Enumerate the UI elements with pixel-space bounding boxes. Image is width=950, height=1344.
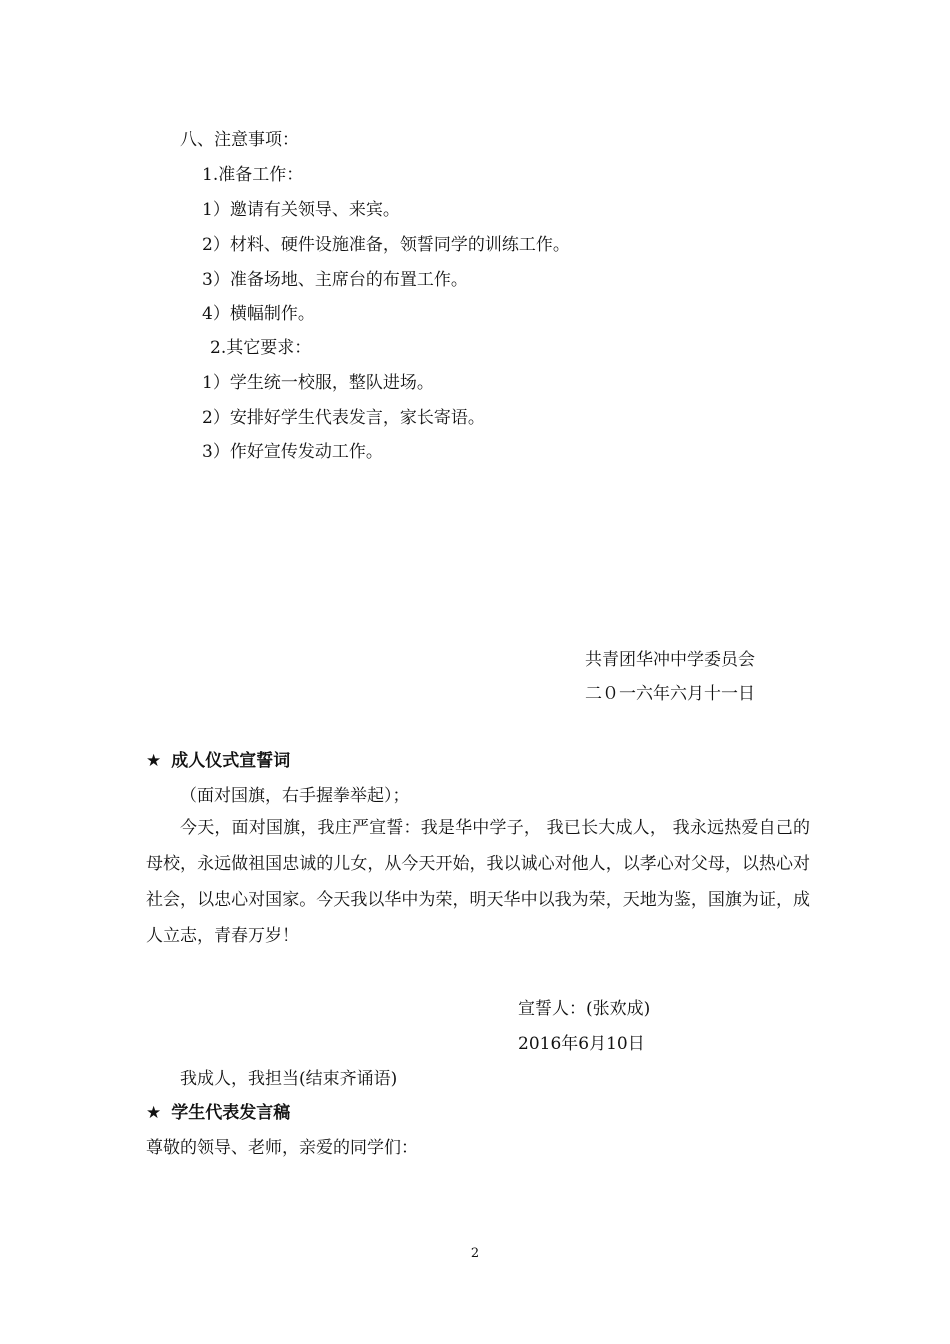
oath-date: 2016年6月10日	[518, 1034, 645, 1054]
page-number: 2	[470, 1246, 480, 1261]
oath-signer: 宣誓人：(张欢成)	[518, 999, 651, 1019]
speech-greeting: 尊敬的领导、老师，亲爱的同学们：	[146, 1138, 418, 1158]
oath-heading	[146, 749, 290, 773]
list-item: 2）安排好学生代表发言，家长寄语。	[202, 408, 485, 428]
list-item: 4）横幅制作。	[202, 304, 315, 324]
oath-instruction: （面对国旗，右手握拳举起）；	[180, 786, 410, 806]
speech-heading	[146, 1101, 290, 1125]
list-item: 1）邀请有关领导、来宾。	[202, 200, 400, 220]
signature-date: 二０一六年六月十一日	[585, 684, 755, 704]
star-icon: ★	[146, 1103, 162, 1123]
prep-title: 1.准备工作：	[202, 165, 304, 185]
signature-org: 共青团华冲中学委员会	[585, 650, 755, 670]
star-icon: ★	[146, 751, 162, 771]
list-item: 1）学生统一校服，整队进场。	[202, 373, 434, 393]
oath-title: 成人仪式宣誓词	[171, 751, 291, 771]
speech-title: 学生代表发言稿	[171, 1103, 291, 1123]
list-item: 3）作好宣传发动工作。	[202, 442, 383, 462]
other-title: 2.其它要求：	[210, 338, 312, 358]
oath-closing: 我成人，我担当(结束齐诵语)	[180, 1069, 398, 1089]
oath-body: 今天，面对国旗，我庄严宣誓：我是华中学子， 我已长大成人， 我永远热爱自己的母校，永远做祖国忠诚的儿女，从今天开始，我以诚心对他人，以孝心对父母，以热心对社会，以忠心对国家。今天我以华中为荣，明天华中以我为荣，天地为鉴，国旗为证，成人立志，青春万岁！	[146, 818, 810, 946]
list-item: 3）准备场地、主席台的布置工作。	[202, 270, 468, 290]
section-heading: 八、注意事项：	[180, 130, 299, 150]
list-item: 2）材料、硬件设施准备，领誓同学的训练工作。	[202, 235, 570, 255]
